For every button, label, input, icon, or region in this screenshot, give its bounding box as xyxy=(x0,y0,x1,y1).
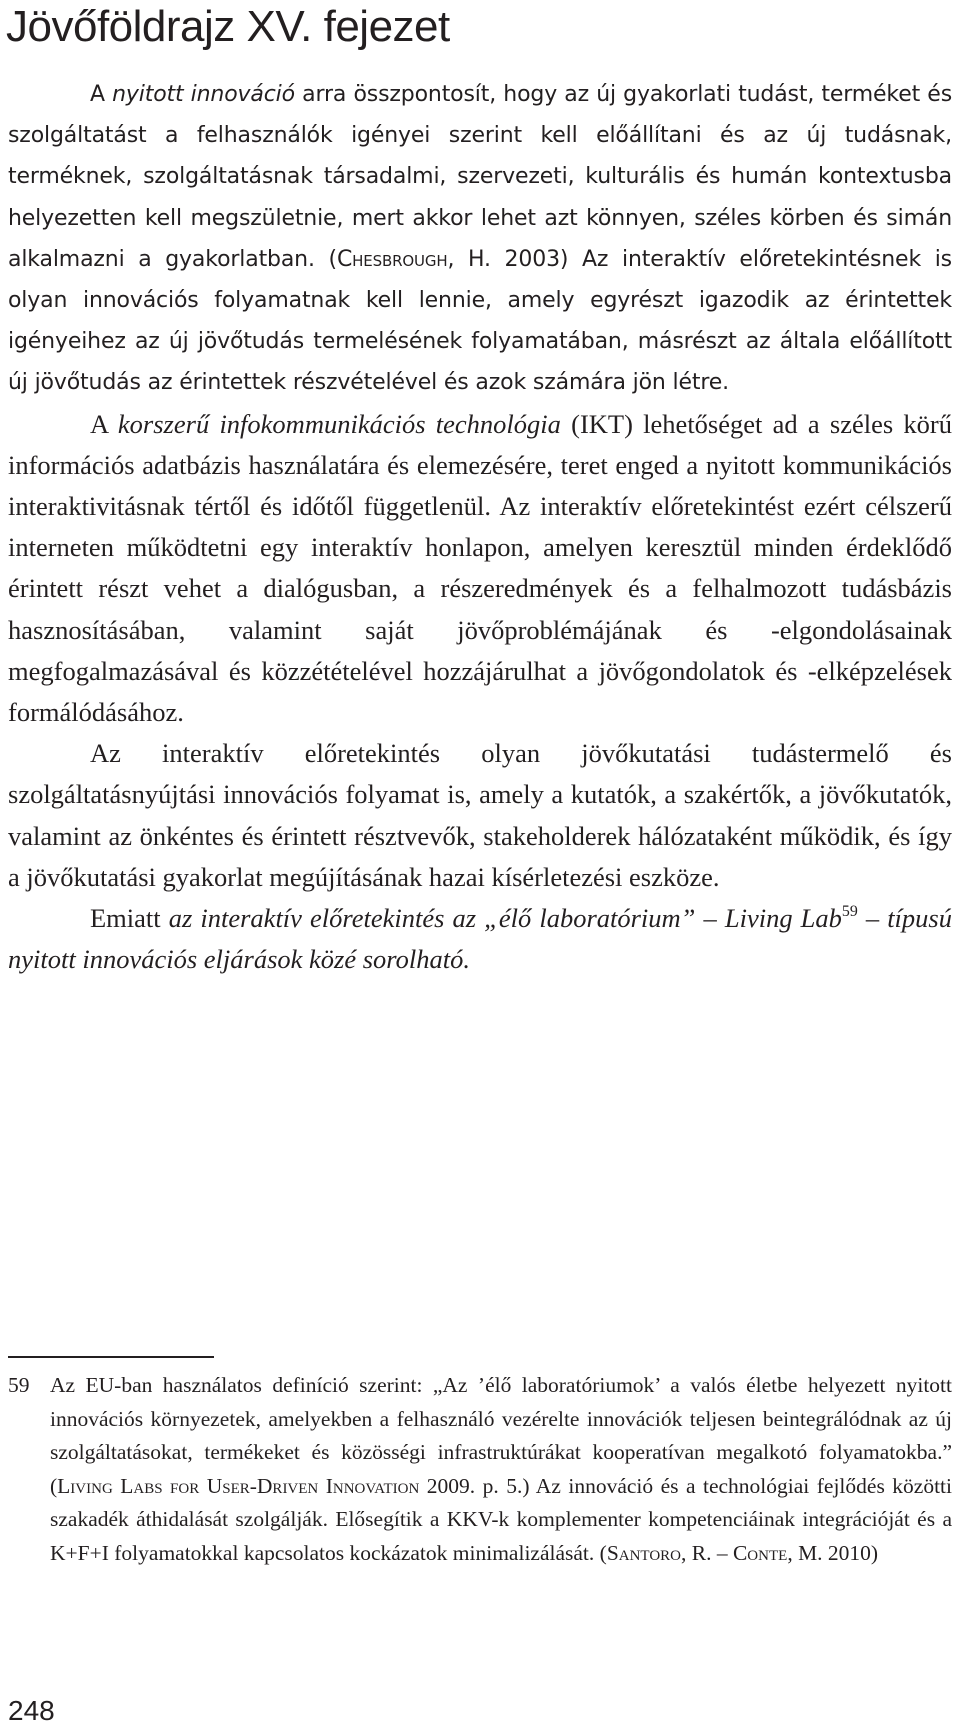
page-number: 248 xyxy=(8,1695,55,1726)
footnote xyxy=(8,1369,952,1571)
text-run: , H. 2003) Az interaktív előretekintésnek is olyan innovációs folyamatnak kell lennie, amely egyrészt igazodik az érintettek igényeihez az új jövőtudás termelésének folyamatában, másrészt az általa előállított új jövőtudás az érintettek részvételével és azok számára jön létre. xyxy=(8,246,952,396)
paragraph-foresight xyxy=(8,733,952,898)
footnote-number: 59 xyxy=(8,1373,30,1397)
text-run: , R. – xyxy=(681,1540,733,1565)
text-run: Emiatt xyxy=(90,903,169,934)
text-run: A xyxy=(90,408,118,439)
footnote-text xyxy=(50,1369,952,1571)
text-run: (IKT) lehetőséget ad a széles körű információs adatbázis használatára és elemezésére, teret enged a nyitott kommunikációs interaktivitásnak tértől és időtől függetlenül. Az interaktív előretekintést ezért célszerű interneten működtetni egy interaktív honlapon, amelyen keresztül minden érdeklődő érintett részt vehet a dialógusban, a részeredmények és a felhalmozott tudásbázis hasznosításában, valamint saját jövőproblémájának és -elgondolásainak megfogalmazásával és közzétételével hozzájárulhat a jövőgondolatok és -elképzelések formálódásához. xyxy=(8,408,952,728)
text-run: 2009. p. 5.) Az innováció és a technológiai fejlődés közötti szakadék áthidalását szolgálják. Elősegítik a KKV-k komplementer kompetenciáinak integrációját és a K+F+I folyamatokkal kapcsolatos kockázatok minimalizálását. ( xyxy=(50,1473,952,1565)
paragraph-ikt xyxy=(8,404,952,734)
text-run: , M. 2010) xyxy=(787,1540,879,1565)
emphasis-statement: az interaktív előretekintés az „élő laboratórium” – Living Lab xyxy=(168,903,842,934)
emphasis-statement: – típusú nyitott innovációs eljárások közé sorolható. xyxy=(8,903,952,975)
footnote-separator xyxy=(8,1356,214,1358)
citation-author: Santoro xyxy=(606,1540,681,1565)
emphasis-term: korszerű infokommunikációs technológia xyxy=(117,408,561,439)
paragraph-living-lab xyxy=(8,898,952,980)
body-text xyxy=(8,74,952,980)
emphasis-term: nyitott innováció xyxy=(112,82,295,107)
text-run: arra összpontosít, hogy az új gyakorlati tudást, terméket és szolgáltatást a felhasználók igényei szerint kell előállítani és az új tudásnak, terméknek, szolgáltatásnak társadalmi, szervezeti, kulturális és humán kontextusba helyezetten kell megszületnie, mert akkor lehet azt könnyen, széles körben és simán alkalmazni a gyakorlatban. ( xyxy=(8,82,953,272)
text-run: Az EU-ban használatos definíció szerint: „Az ’élő laboratóriumok’ a valós életbe helyezett nyitott innovációs környezetek, amelyekben a felhasználó vezérelte innovációk teljesen beintegrálódnak az új szolgáltatásokat, termékeket és közösségi infrastruktúrákat kooperatívan megalkotó folyamatokba.” ( xyxy=(50,1373,952,1498)
paragraph-open-innovation xyxy=(8,74,952,404)
footnote-reference: 59 xyxy=(841,902,858,920)
text-run: Az interaktív előretekintés olyan jövőkutatási tudástermelő és szolgáltatásnyújtási innovációs folyamat is, amely a kutatók, a szakértők, a jövőkutatók, valamint az önkéntes és érintett résztvevők, stakeholderek hálózataként működik, és így a jövőkutatási gyakorlat megújításának hazai kísérletezési eszköze. xyxy=(8,738,952,892)
citation-source: Living Labs for User-Driven Innovation xyxy=(57,1473,420,1498)
text-run: A xyxy=(90,82,113,107)
running-head: Jövőföldrajz XV. fejezet xyxy=(6,2,450,51)
citation-author: Conte xyxy=(732,1540,788,1565)
citation-author: Chesbrough xyxy=(336,246,448,272)
